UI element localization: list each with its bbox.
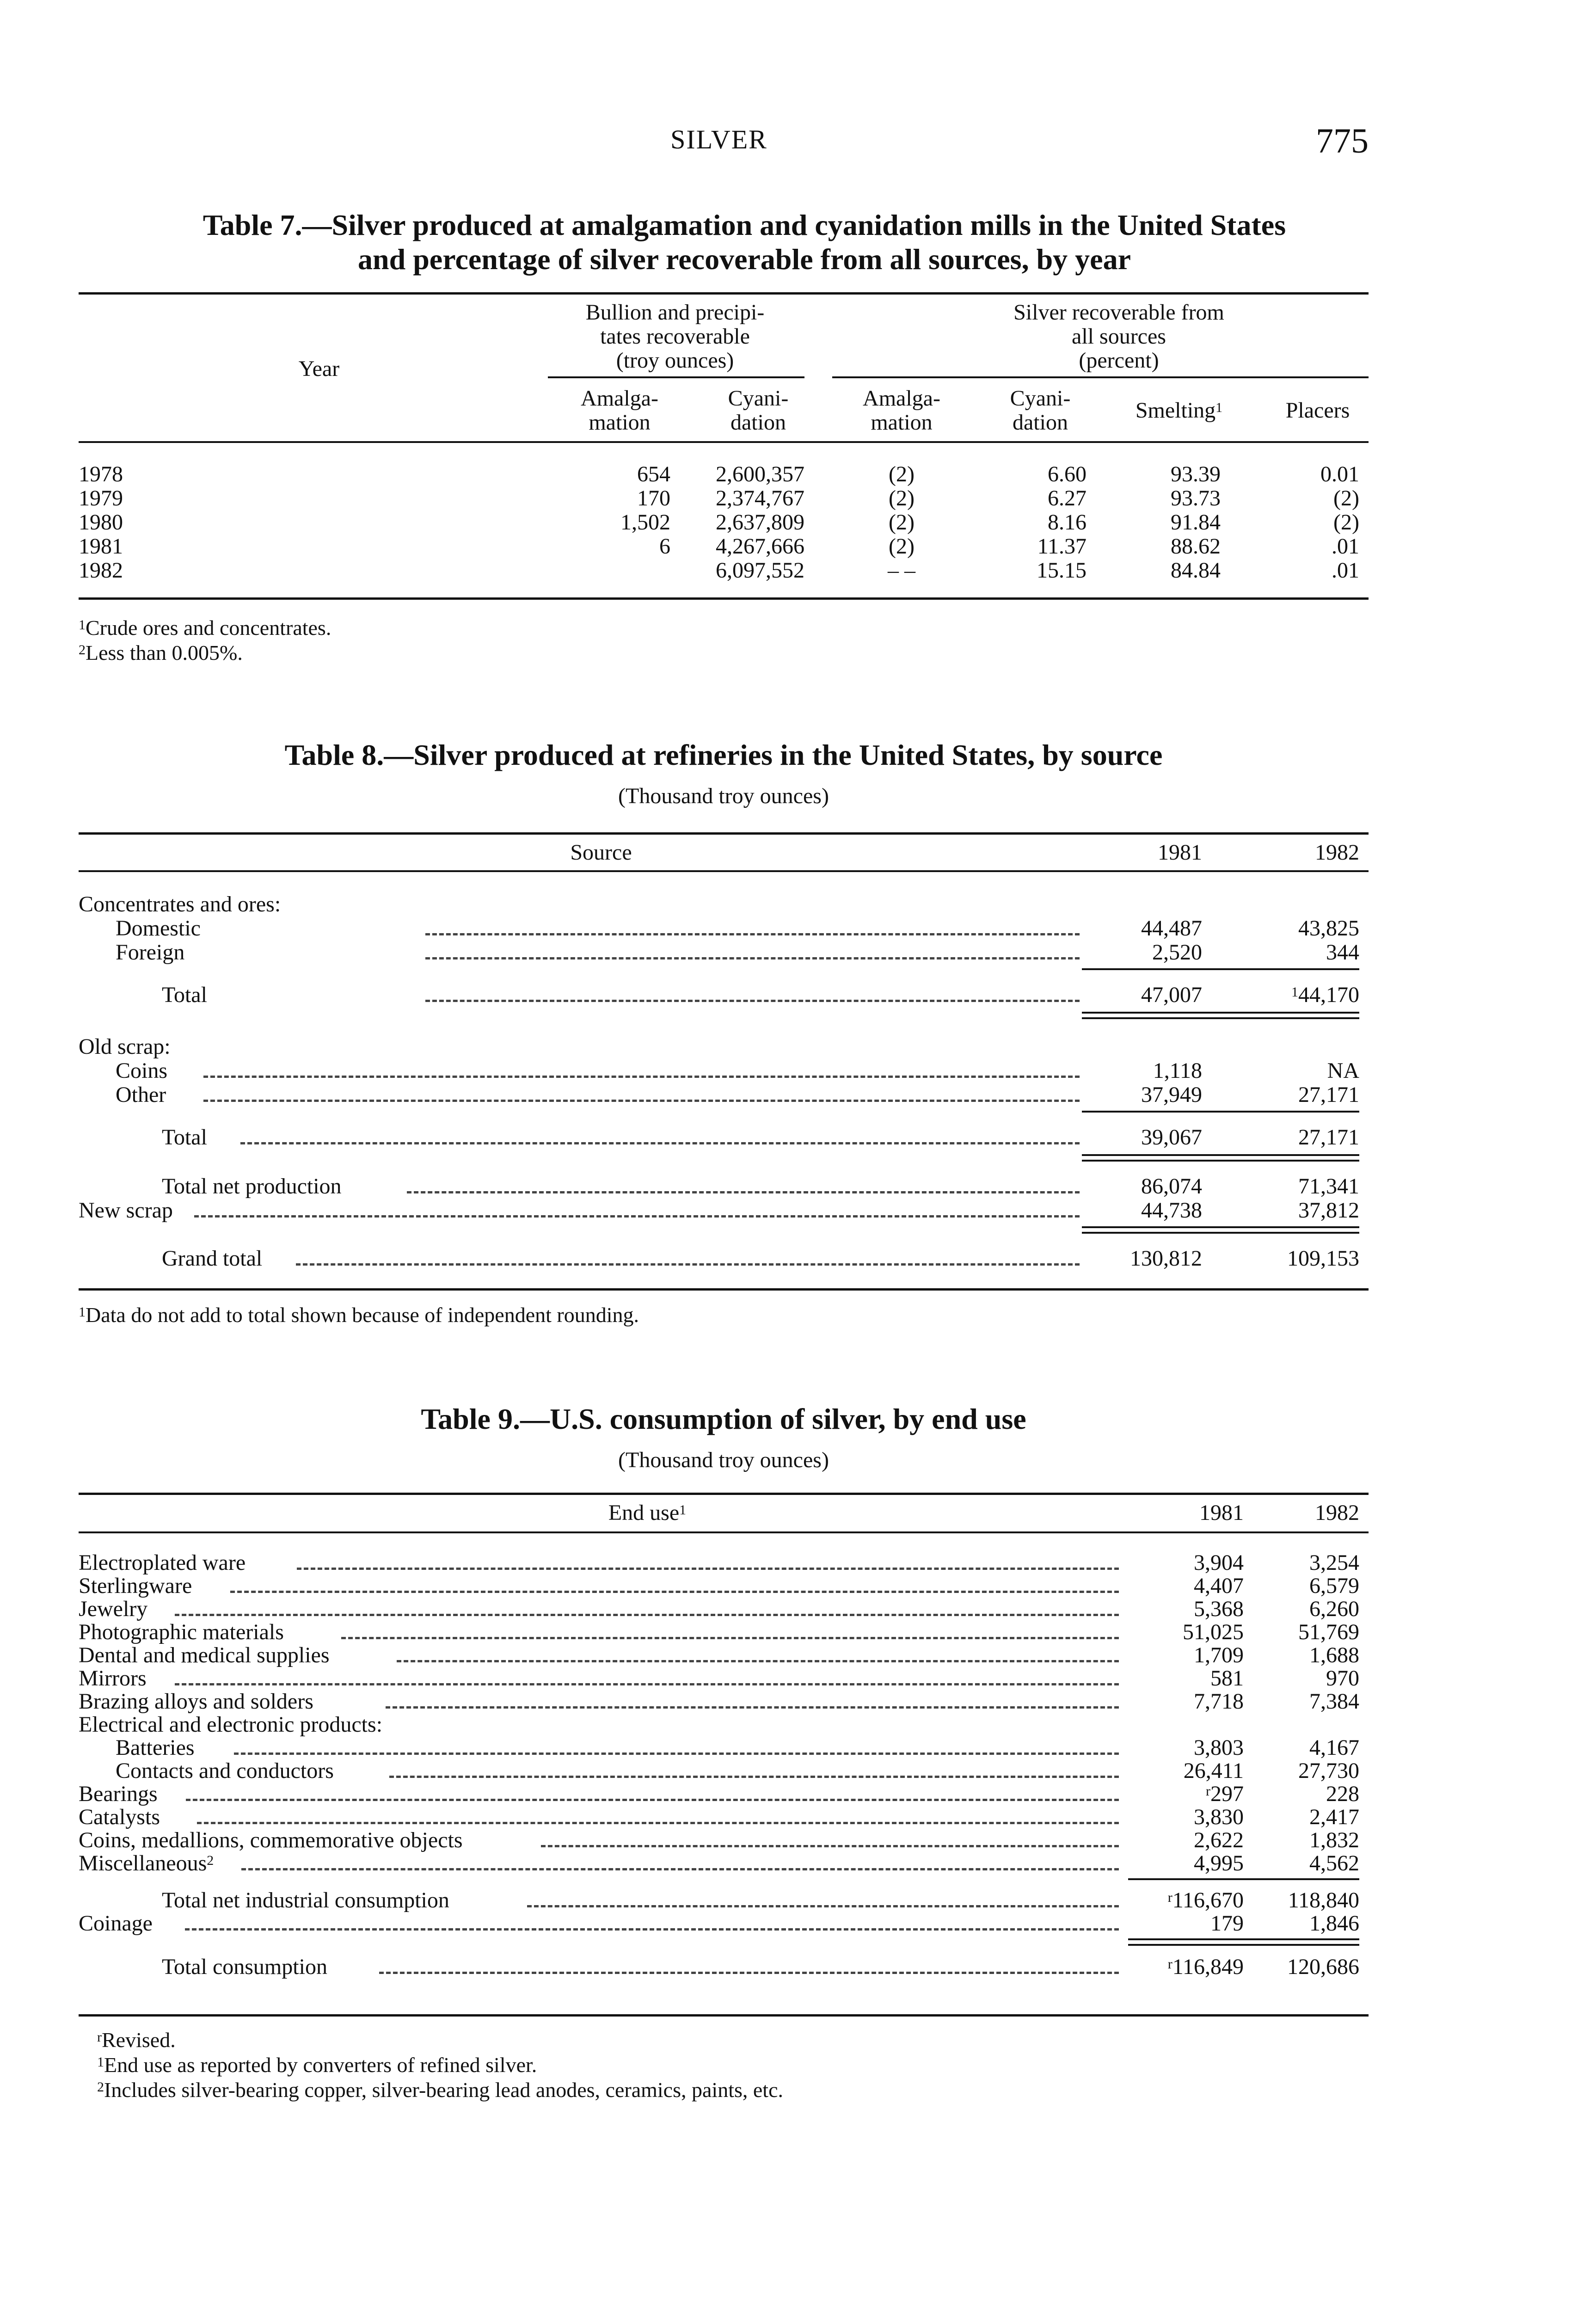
table9-row-label <box>79 1805 160 1829</box>
sum-rule <box>1082 1111 1359 1113</box>
table8-row-label: Total <box>162 1125 207 1150</box>
table7-footnote-2: $^2$Less than 0.005%. <box>79 641 243 664</box>
leader-dots <box>389 1776 1119 1778</box>
table7-row-pct-cyani: 15.15 <box>1037 558 1087 583</box>
leader-dots <box>241 1868 1119 1870</box>
table7-row-year: 1982 <box>79 558 123 583</box>
leader-dots <box>297 1568 1119 1570</box>
table9-col-1982: 1982 <box>1315 1500 1359 1525</box>
leader-dots <box>379 1972 1119 1974</box>
table9-row-1981: 3,904 <box>1194 1550 1244 1575</box>
table7-row-year: 1979 <box>79 486 123 510</box>
table7-sub-pct-amalg-l1: Amalga- <box>863 386 940 411</box>
table7-sub-amalg-l2: mation <box>589 410 651 435</box>
leader-dots <box>234 1752 1119 1755</box>
table9-footnote-2: $^2$Includes silver-bearing copper, silver-bearing lead anodes, ceramics, paints, etc. <box>97 2078 783 2102</box>
table7-sub-pct-amalg-l2: mation <box>871 410 933 435</box>
table7-title-line1: Table 7.—Silver produced at amalgamation and cyanidation mills in the United States <box>203 209 1286 241</box>
table9-total-1981-value: 116,849 <box>1172 1955 1244 1979</box>
table7-footnote-1: $^1$Crude ores and concentrates. <box>79 616 331 639</box>
table9-row-1982: 1,846 <box>1309 1911 1359 1936</box>
table8-row-1982: 344 <box>1326 940 1359 965</box>
leader-dots <box>386 1706 1119 1709</box>
table8-row-1981: 44,487 <box>1141 916 1202 941</box>
table9-row-1981: 7,718 <box>1194 1689 1244 1714</box>
table9-row-1982: 4,167 <box>1309 1735 1359 1760</box>
table8-row-1982 <box>1239 983 1359 1007</box>
table9-row-label <box>79 1574 192 1598</box>
table7-row-pct-cyani: 6.27 <box>1048 486 1087 510</box>
table9-col-enduse: End use$^1$ <box>608 1500 687 1525</box>
table7-sub-amalg-l1: Amalga- <box>581 386 658 411</box>
table9-row-1982: 7,384 <box>1309 1689 1359 1714</box>
table9-row-1981: 3,830 <box>1194 1805 1244 1829</box>
sum-rule <box>1128 1878 1359 1880</box>
table7-row-pct-amalg: – – <box>888 558 915 583</box>
table8-row-1981: 47,007 <box>1141 983 1202 1007</box>
sum-rule <box>1082 1012 1359 1014</box>
table9-top-rule <box>79 1493 1369 1495</box>
table9-row-1982: 2,417 <box>1309 1805 1359 1829</box>
table7-row-amalg: 170 <box>637 486 670 510</box>
table9-row-label-text: Catalysts <box>79 1805 160 1829</box>
sum-rule <box>1128 1938 1359 1940</box>
table9-row-1981-value: 116,670 <box>1172 1888 1244 1912</box>
sum-rule <box>1082 1232 1359 1234</box>
table9-row-label <box>79 1851 214 1875</box>
leader-dots <box>175 1683 1119 1685</box>
table9-row-1981: 3,803 <box>1194 1735 1244 1760</box>
table9-row-1982: 51,769 <box>1298 1620 1359 1644</box>
sum-rule <box>1128 1944 1359 1946</box>
table7-row-year: 1981 <box>79 534 123 559</box>
table7-group2-l2: all sources <box>1072 324 1166 349</box>
table8-row-1981: 44,738 <box>1141 1198 1202 1223</box>
table9-row-label-text: Jewelry <box>79 1597 148 1621</box>
table9-row-1982: 118,840 <box>1288 1888 1359 1912</box>
table8-row-1981: 2,520 <box>1152 940 1202 965</box>
table7-row-cyani: 2,600,357 <box>716 462 804 486</box>
table9-row-label <box>79 1713 382 1737</box>
table9-row-1982: 970 <box>1326 1666 1359 1691</box>
table7-group1-rule <box>548 376 804 378</box>
table9-bottom-rule <box>79 2014 1369 2017</box>
table8-row-label: Foreign <box>116 940 185 965</box>
leader-dots <box>425 1000 1080 1002</box>
table7-row-year: 1978 <box>79 462 123 486</box>
table8-row-label: Coins <box>116 1058 168 1083</box>
table7-row-smelting: 93.73 <box>1171 486 1221 510</box>
leader-dots <box>240 1142 1080 1144</box>
table9-row-label: Total net industrial consumption <box>162 1888 449 1912</box>
table8-section-oldscrap: Old scrap: <box>79 1034 171 1059</box>
table8-footnote: $^1$Data do not add to total shown because of independent rounding. <box>79 1303 639 1327</box>
table7-row-smelting: 93.39 <box>1171 462 1221 486</box>
table9-row-1982: 6,260 <box>1309 1597 1359 1621</box>
leader-dots <box>186 1799 1119 1801</box>
table7-row-pct-amalg: (2) <box>889 462 915 486</box>
table7-row-smelting: 84.84 <box>1171 558 1221 583</box>
table9-row-label <box>79 1690 313 1714</box>
footnote-mark: 2 <box>207 1853 214 1868</box>
table9-row-1981: 51,025 <box>1183 1620 1244 1644</box>
leader-dots <box>425 933 1080 935</box>
table9-footnote-r: $^r$Revised. <box>97 2028 176 2052</box>
table8-subtitle: (Thousand troy ounces) <box>618 784 829 808</box>
table7-row-pct-amalg: (2) <box>889 486 915 510</box>
table9-row-1981: 1,709 <box>1194 1643 1244 1667</box>
table9-title: Table 9.—U.S. consumption of silver, by end use <box>421 1402 1026 1435</box>
leader-dots <box>527 1905 1119 1907</box>
leader-dots <box>425 957 1080 959</box>
table7-row-pct-cyani: 8.16 <box>1048 510 1087 535</box>
table7-group1-l1: Bullion and precipi- <box>585 300 765 325</box>
table8-row-label: Total <box>162 983 207 1007</box>
table9-row-1982: 3,254 <box>1309 1550 1359 1575</box>
table9-row-1982: 27,730 <box>1298 1759 1359 1783</box>
table7-group2-l3: (percent) <box>1079 348 1159 373</box>
table9-row-label-text: Coins, medallions, commemorative objects <box>79 1828 463 1852</box>
table9-row-1981-mark: r <box>1206 1783 1210 1799</box>
table9-row-label-text: Electrical and electronic products: <box>79 1712 383 1737</box>
table9-subtitle: (Thousand troy ounces) <box>618 1448 829 1472</box>
table9-row-label-text: Dental and medical supplies <box>79 1643 330 1667</box>
table7-row-cyani: 6,097,552 <box>716 558 804 583</box>
table7-row-amalg: 654 <box>637 462 670 486</box>
table9-row-1981: 581 <box>1210 1666 1244 1691</box>
table7-group2-rule <box>832 376 1369 378</box>
leader-dots <box>407 1191 1080 1193</box>
table8-row-1981: 37,949 <box>1141 1082 1202 1107</box>
table7-sub-pct-cyani-l2: dation <box>1013 410 1068 435</box>
table7-row-cyani: 2,374,767 <box>716 486 804 510</box>
table7-group2-l1: Silver recoverable from <box>1013 300 1224 325</box>
table8-row-label: Other <box>116 1082 166 1107</box>
table7-row-smelting: 91.84 <box>1171 510 1221 535</box>
table7-row-cyani: 4,267,666 <box>716 534 804 559</box>
table7-group1-l3: (troy ounces) <box>616 348 734 373</box>
table8-row-1982: 27,171 <box>1298 1082 1359 1107</box>
table9-row-label <box>79 1597 147 1621</box>
table9-row-label: Total consumption <box>162 1955 327 1979</box>
leader-dots <box>341 1637 1119 1639</box>
page-number: 775 <box>1316 122 1369 160</box>
table9-total-1981 <box>1128 1955 1244 1979</box>
table9-row-1982: 6,579 <box>1309 1574 1359 1598</box>
table8-row-label: New scrap <box>79 1198 173 1223</box>
table8-bottom-rule <box>79 1288 1369 1291</box>
table7-row-pct-cyani: 6.60 <box>1048 462 1087 486</box>
table9-row-1982: 1,832 <box>1309 1828 1359 1852</box>
table7-top-rule <box>79 292 1369 295</box>
sum-rule <box>1082 968 1359 970</box>
table8-row-1982: 71,341 <box>1298 1174 1359 1199</box>
table7-row-year: 1980 <box>79 510 123 535</box>
table9-row-1981 <box>1128 1782 1244 1806</box>
table8-row-label: Domestic <box>116 916 201 941</box>
table7-col-year: Year <box>298 357 340 381</box>
table9-header-rule <box>79 1531 1369 1533</box>
table9-row-1981: 179 <box>1210 1911 1244 1936</box>
table9-row-label-text: Contacts and conductors <box>116 1759 334 1783</box>
table9-total-1982: 120,686 <box>1287 1955 1359 1979</box>
table9-row-1981: 4,407 <box>1194 1574 1244 1598</box>
running-header: SILVER <box>670 124 767 154</box>
table9-row-label <box>116 1759 334 1783</box>
table8-col-1981: 1981 <box>1158 840 1202 865</box>
table9-row-1981-value: 297 <box>1210 1782 1244 1806</box>
table7-sub-cyani-l1: Cyani- <box>728 386 789 411</box>
table9-row-label <box>116 1736 195 1760</box>
table9-row-1981 <box>1128 1888 1244 1912</box>
leader-dots <box>541 1845 1119 1847</box>
table9-row-1982: 228 <box>1326 1782 1359 1806</box>
footnote-mark: 1 <box>1291 984 1298 1000</box>
sum-rule <box>1082 1226 1359 1228</box>
table9-row-label-text: Sterlingware <box>79 1574 192 1598</box>
table8-row-1981: 130,812 <box>1130 1246 1202 1271</box>
sum-rule <box>1082 1160 1359 1162</box>
leader-dots <box>175 1614 1119 1616</box>
table9-row-1981: 26,411 <box>1183 1759 1244 1783</box>
table9-row-1981: 4,995 <box>1194 1851 1244 1875</box>
table7-group1-l2: tates recoverable <box>600 324 750 349</box>
table9-row-label-text: Photographic materials <box>79 1620 284 1644</box>
table8-title: Table 8.—Silver produced at refineries in the United States, by source <box>284 738 1163 771</box>
table9-row-label <box>79 1666 147 1691</box>
leader-dots <box>397 1660 1119 1662</box>
leader-dots <box>194 1215 1080 1217</box>
table9-row-label <box>79 1620 284 1644</box>
table7-row-smelting: 88.62 <box>1171 534 1221 559</box>
table9-col-1981: 1981 <box>1199 1500 1244 1525</box>
table7-sub-cyani-l2: dation <box>730 410 786 435</box>
table7-title-line2: and percentage of silver recoverable from all sources, by year <box>358 243 1131 276</box>
table8-row-1982: 43,825 <box>1298 916 1359 941</box>
table9-row-1982: 1,688 <box>1309 1643 1359 1667</box>
table8-row-label: Grand total <box>162 1246 263 1271</box>
table8-row-1982-value: 44,170 <box>1298 983 1359 1007</box>
table7-row-pct-amalg: (2) <box>889 534 915 559</box>
table9-row-label-text: Brazing alloys and solders <box>79 1689 313 1714</box>
table8-row-1982: 27,171 <box>1298 1125 1359 1150</box>
table9-row-label <box>79 1828 463 1852</box>
table8-row-1981: 86,074 <box>1141 1174 1202 1199</box>
sum-rule <box>1082 1154 1359 1156</box>
table7-row-cyani: 2,637,809 <box>716 510 804 535</box>
table8-row-1982: 37,812 <box>1298 1198 1359 1223</box>
leader-dots <box>185 1928 1119 1931</box>
table9-row-label-text: Electroplated ware <box>79 1550 246 1575</box>
table8-col-1982: 1982 <box>1315 840 1359 865</box>
leader-dots <box>203 1076 1080 1078</box>
table9-row-label-text: Mirrors <box>79 1666 147 1691</box>
table8-row-1981: 39,067 <box>1141 1125 1202 1150</box>
table7-row-amalg: 1,502 <box>620 510 670 535</box>
leader-dots <box>296 1263 1080 1266</box>
leader-dots <box>230 1591 1119 1593</box>
table9-row-1981-mark: r <box>1167 1890 1172 1905</box>
table9-row-label: Coinage <box>79 1911 153 1936</box>
table9-row-1981: 5,368 <box>1194 1597 1244 1621</box>
table9-total-1981-mark: r <box>1167 1956 1172 1972</box>
table7-sub-placers: Placers <box>1285 398 1350 423</box>
table7-bottom-rule <box>79 597 1369 600</box>
table7-sub-pct-cyani-l1: Cyani- <box>1010 386 1071 411</box>
table7-row-pct-cyani: 11.37 <box>1037 534 1087 559</box>
table7-row-placers: .01 <box>1332 534 1359 559</box>
table7-row-placers: (2) <box>1333 486 1359 510</box>
table8-row-1981: 1,118 <box>1153 1058 1202 1083</box>
table8-row-1982: 109,153 <box>1287 1246 1359 1271</box>
table9-row-label-text: Batteries <box>116 1735 195 1760</box>
table7-row-pct-amalg: (2) <box>889 510 915 535</box>
table8-row-1982: NA <box>1327 1058 1359 1083</box>
table7-header-rule <box>79 441 1369 443</box>
table9-row-1981: 2,622 <box>1194 1828 1244 1852</box>
table8-col-source: Source <box>570 840 632 865</box>
table9-footnote-1: $^1$End use as reported by converters of refined silver. <box>97 2053 537 2077</box>
table9-row-label <box>79 1643 330 1667</box>
table7-row-placers: 0.01 <box>1320 462 1359 486</box>
table9-row-1982: 4,562 <box>1309 1851 1359 1875</box>
table9-row-label <box>79 1782 158 1806</box>
table7-sub-smelting: Smelting$^1$ <box>1135 398 1223 423</box>
table9-row-label-text: Miscellaneous <box>79 1851 207 1875</box>
sum-rule <box>1082 1017 1359 1019</box>
table9-row-label-text: Bearings <box>79 1782 158 1806</box>
table9-row-label <box>79 1551 246 1575</box>
table8-section-concentrates: Concentrates and ores: <box>79 892 281 916</box>
leader-dots <box>197 1822 1119 1824</box>
leader-dots <box>203 1100 1080 1102</box>
table7-row-placers: .01 <box>1332 558 1359 583</box>
table8-row-label: Total net production <box>162 1174 342 1199</box>
table7-row-placers: (2) <box>1333 510 1359 535</box>
table8-header-rule <box>79 870 1369 872</box>
table8-top-rule <box>79 832 1369 835</box>
table7-row-amalg: 6 <box>659 534 670 559</box>
